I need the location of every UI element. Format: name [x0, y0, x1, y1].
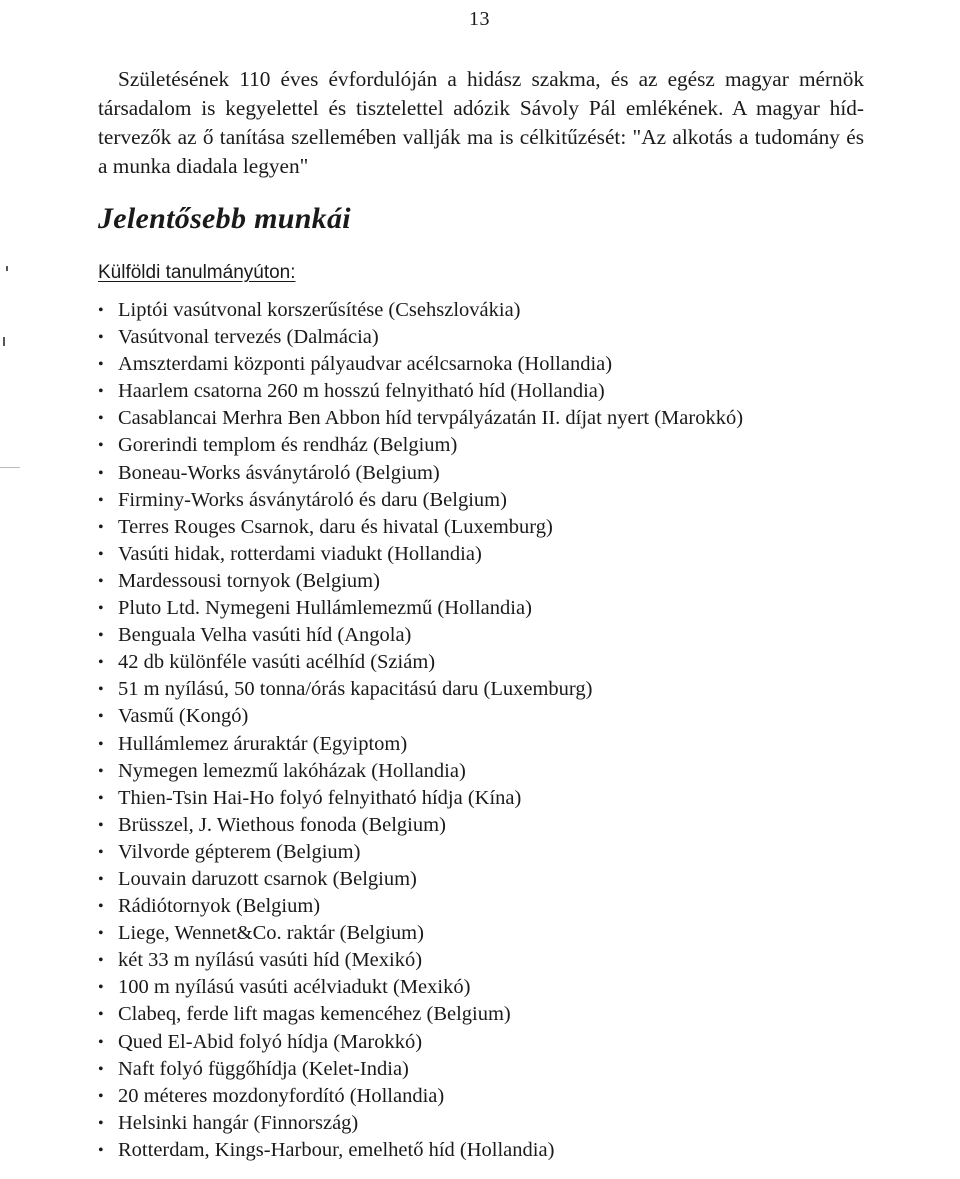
bullet-icon: •	[98, 627, 104, 645]
list-item	[98, 514, 878, 541]
bullet-icon: •	[98, 1087, 104, 1105]
bullet-icon: •	[98, 762, 104, 780]
bullet-icon: •	[98, 572, 104, 590]
list-item	[98, 1110, 878, 1137]
list-item-text: Naft folyó függőhídja (Kelet-India)	[118, 1057, 409, 1080]
list-item-text: Vasmű (Kongó)	[118, 705, 249, 728]
list-item-text: 51 m nyílású, 50 tonna/órás kapacitású daru (Luxemburg)	[118, 678, 593, 701]
list-item	[98, 1001, 878, 1028]
list-item-text: Liptói vasútvonal korszerűsítése (Csehszlovákia)	[118, 299, 521, 321]
list-item	[98, 1137, 878, 1164]
list-item-text: Vilvorde gépterem (Belgium)	[118, 840, 361, 863]
list-item-text: Louvain daruzott csarnok (Belgium)	[118, 867, 417, 890]
bullet-icon: •	[98, 843, 104, 861]
list-item-text: Vasúti hidak, rotterdami viadukt (Hollandia)	[118, 542, 482, 565]
bullet-icon: •	[98, 518, 104, 536]
bullet-icon: •	[98, 681, 104, 699]
list-item-text: Casablancai Merhra Ben Abbon híd tervpályázatán II. díjat nyert (Marokkó)	[118, 407, 744, 430]
list-item	[98, 1029, 878, 1056]
section-title: Jelentősebb munkái	[98, 202, 351, 235]
scan-mark	[0, 467, 20, 468]
list-item-text: Amszterdami központi pályaudvar acélcsarnoka (Hollandia)	[118, 353, 613, 376]
list-item-text: 100 m nyílású vasúti acélviadukt (Mexikó)	[118, 976, 471, 999]
bullet-icon: •	[98, 383, 104, 401]
works-list	[98, 297, 878, 1164]
list-item	[98, 703, 878, 730]
list-item-text: két 33 m nyílású vasúti híd (Mexikó)	[118, 949, 423, 972]
list-item	[98, 676, 878, 703]
list-item	[98, 893, 878, 920]
intro-paragraph: Születésének 110 éves évfordulóján a hidász szakma, és az egész magyar mérnök társadalom is kegyelettel és tisztelettel adózik Sávoly Pál emlékének. A magyar hídtervezők az ő tanítása szellemében vallják ma is célkitűzését: "Az alkotás a tudomány és a munka diadala legyen"	[98, 67, 864, 178]
list-item	[98, 947, 878, 974]
bullet-icon: •	[98, 1033, 104, 1051]
list-item	[98, 351, 878, 378]
bullet-icon: •	[98, 1141, 104, 1159]
bullet-icon: •	[98, 1114, 104, 1132]
list-item	[98, 541, 878, 568]
list-item-text: Terres Rouges Csarnok, daru és hivatal (Luxemburg)	[118, 515, 553, 538]
scan-mark	[6, 266, 8, 271]
list-item	[98, 324, 878, 351]
list-item-text: Thien-Tsin Hai-Ho folyó felnyitható hídja (Kína)	[118, 786, 522, 809]
list-item-text: Pluto Ltd. Nymegeni Hullámlemezmű (Hollandia)	[118, 597, 532, 620]
list-item	[98, 1083, 878, 1110]
bullet-icon: •	[98, 464, 104, 482]
list-item-text: Nymegen lemezmű lakóházak (Hollandia)	[118, 759, 466, 782]
bullet-icon: •	[98, 735, 104, 753]
list-item	[98, 812, 878, 839]
list-item	[98, 649, 878, 676]
list-item-text: Haarlem csatorna 260 m hosszú felnyitható híd (Hollandia)	[118, 380, 605, 403]
list-item-text: Clabeq, ferde lift magas kemencéhez (Belgium)	[118, 1003, 511, 1026]
bullet-icon: •	[98, 302, 104, 319]
list-item	[98, 785, 878, 812]
bullet-icon: •	[98, 654, 104, 672]
list-item	[98, 1056, 878, 1083]
list-item-text: Mardessousi tornyok (Belgium)	[118, 569, 380, 592]
bullet-icon: •	[98, 898, 104, 916]
list-item	[98, 839, 878, 866]
bullet-icon: •	[98, 1006, 104, 1024]
list-item	[98, 866, 878, 893]
list-item-text: Vasútvonal tervezés (Dalmácia)	[118, 326, 379, 349]
list-item	[98, 568, 878, 595]
bullet-icon: •	[98, 437, 104, 455]
list-item	[98, 731, 878, 758]
list-item-text: Benguala Velha vasúti híd (Angola)	[118, 624, 412, 647]
list-item-text: Rádiótornyok (Belgium)	[118, 895, 321, 918]
bullet-icon: •	[98, 952, 104, 970]
list-item	[98, 920, 878, 947]
bullet-icon: •	[98, 979, 104, 997]
list-item-text: Liege, Wennet&Co. raktár (Belgium)	[118, 922, 424, 945]
list-item-text: Rotterdam, Kings-Harbour, emelhető híd (Hollandia)	[118, 1138, 555, 1161]
bullet-icon: •	[98, 1060, 104, 1078]
list-item-text: 20 méteres mozdonyfordító (Hollandia)	[118, 1084, 445, 1107]
list-item	[98, 432, 878, 459]
list-item	[98, 460, 878, 487]
bullet-icon: •	[98, 816, 104, 834]
list-item	[98, 622, 878, 649]
list-item-text: Firminy-Works ásványtároló és daru (Belgium)	[118, 488, 507, 511]
list-item	[98, 297, 878, 324]
bullet-icon: •	[98, 789, 104, 807]
list-item-text: Brüsszel, J. Wiethous fonoda (Belgium)	[118, 813, 446, 836]
bullet-icon: •	[98, 356, 104, 374]
list-item-text: Gorerindi templom és rendház (Belgium)	[118, 434, 458, 457]
list-item	[98, 378, 878, 405]
bullet-icon: •	[98, 708, 104, 726]
bullet-icon: •	[98, 410, 104, 428]
list-item	[98, 405, 878, 432]
list-item-text: Qued El-Abid folyó hídja (Marokkó)	[118, 1030, 423, 1053]
list-item-text: Helsinki hangár (Finnország)	[118, 1111, 359, 1134]
list-item-text: Boneau-Works ásványtároló (Belgium)	[118, 461, 440, 484]
page-number: 13	[469, 8, 490, 30]
bullet-icon: •	[98, 491, 104, 509]
bullet-icon: •	[98, 329, 104, 347]
bullet-icon: •	[98, 925, 104, 943]
scan-mark	[3, 337, 5, 346]
list-item-text: Hullámlemez áruraktár (Egyiptom)	[118, 732, 408, 755]
bullet-icon: •	[98, 870, 104, 888]
list-item	[98, 758, 878, 785]
bullet-icon: •	[98, 600, 104, 618]
list-item	[98, 487, 878, 514]
sub-heading: Külföldi tanulmányúton:	[98, 262, 296, 283]
bullet-icon: •	[98, 545, 104, 563]
list-item	[98, 595, 878, 622]
list-item-text: 42 db különféle vasúti acélhíd (Sziám)	[118, 651, 436, 674]
list-item	[98, 974, 878, 1001]
